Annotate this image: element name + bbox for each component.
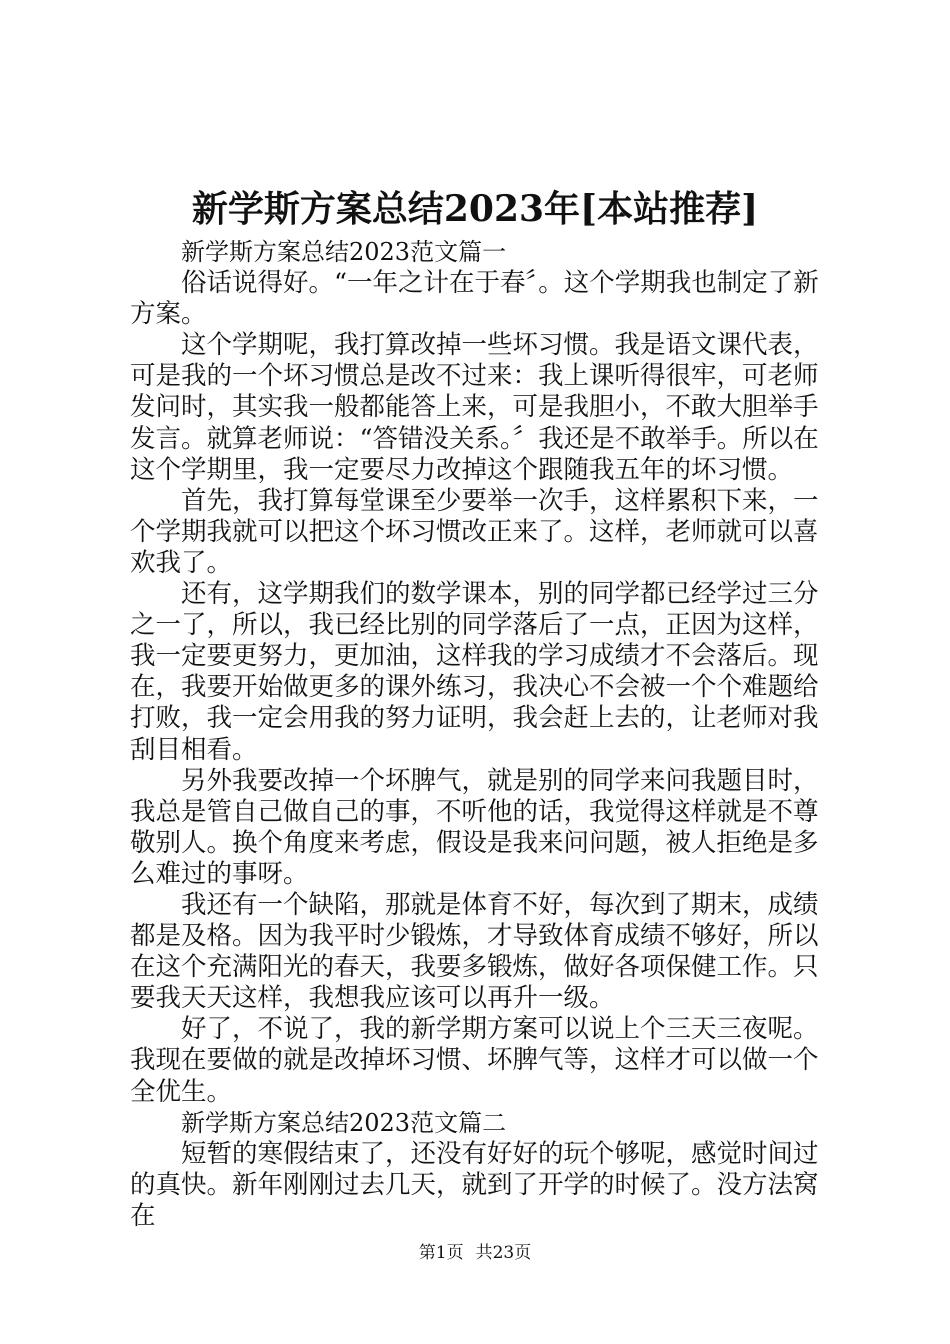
body-paragraph: 这个学期呢，我打算改掉一些坏习惯。我是语文课代表，可是我的一个坏习惯总是改不过来：我上课听得很牢，可老师发问时，其实我一般都能答上来，可是我胆小，不敢大胆举手发言。就算老师说：“答错没关系。〞我还是不敢举手。所以在这个学期里，我一定要尽力改掉这个跟随我五年的坏习惯。 xyxy=(130,330,819,485)
document-body xyxy=(130,237,835,1232)
body-paragraph: 好了，不说了，我的新学期方案可以说上个三天三夜呢。我现在要做的就是改掉坏习惯、坏脾气等，这样才可以做一个全优生。 xyxy=(130,1014,819,1107)
body-paragraph: 另外我要改掉一个坏脾气，就是别的同学来问我题目时，我总是管自己做自己的事，不听他的话，我觉得这样就是不尊敬别人。换个角度来考虑，假设是我来问问题，被人拒绝是多么难过的事呀。 xyxy=(130,765,819,889)
page-total: 共23页 xyxy=(475,1243,532,1263)
section-heading: 新学斯方案总结2023范文篇二 xyxy=(181,1108,507,1137)
page-number: 第1页 xyxy=(418,1243,464,1263)
document-title: 新学斯方案总结2023年[本站推荐] xyxy=(191,188,759,230)
body-paragraph: 俗话说得好。“一年之计在于春〞。这个学期我也制定了新方案。 xyxy=(130,268,819,330)
body-paragraph: 短暂的寒假结束了，还没有好好的玩个够呢，感觉时间过的真快。新年刚刚过去几天，就到了开学的时候了。没方法窝在 xyxy=(130,1138,819,1231)
body-paragraph: 我还有一个缺陷，那就是体育不好，每次到了期末，成绩都是及格。因为我平时少锻炼，才导致体育成绩不够好，所以在这个充满阳光的春天，我要多锻炼，做好各项保健工作。只要我天天这样，我想我应该可以再升一级。 xyxy=(130,889,819,1014)
body-paragraph: 还有，这学期我们的数学课本，别的同学都已经学过三分之一了，所以，我已经比别的同学落后了一点，正因为这样，我一定要更努力，更加油，这样我的学习成绩才不会落后。现在，我要开始做更多的课外练习，我决心不会被一个个难题给打败，我一定会用我的努力证明，我会赶上去的，让老师对我刮目相看。 xyxy=(130,579,819,765)
body-paragraph: 首先，我打算每堂课至少要举一次手，这样累积下来，一个学期我就可以把这个坏习惯改正来了。这样，老师就可以喜欢我了。 xyxy=(130,485,819,578)
section-heading: 新学斯方案总结2023范文篇一 xyxy=(181,238,507,266)
page-footer xyxy=(0,1241,950,1265)
